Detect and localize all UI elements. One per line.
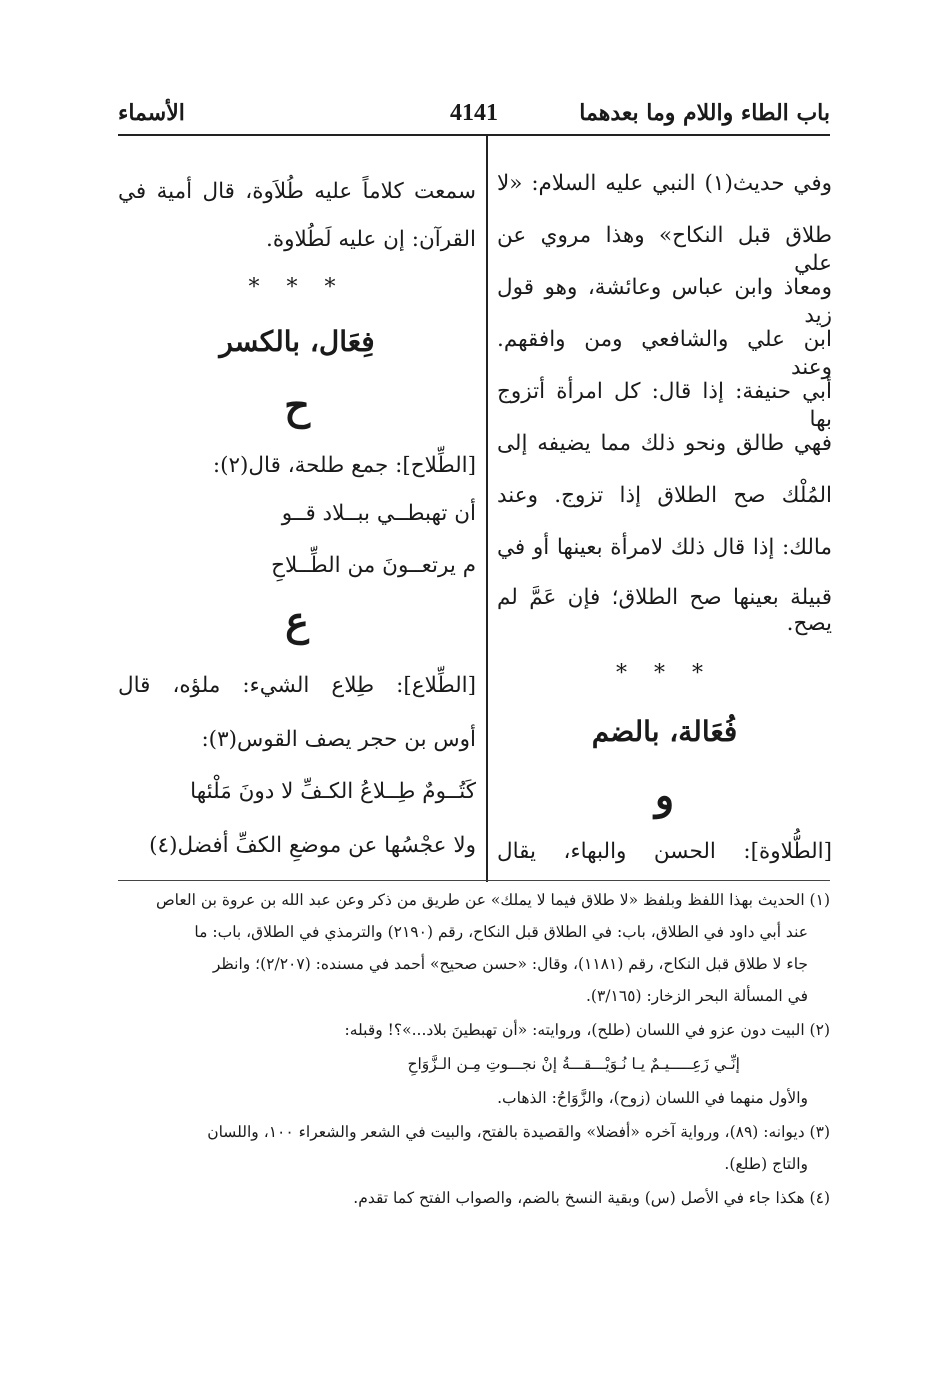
text-line: مالك: إذا قال ذلك لامرأة بعينها أو في	[497, 535, 832, 560]
header-rule	[118, 134, 830, 136]
letter-heading: ح	[284, 382, 310, 429]
section-heading: فُعَالة، بالضم	[591, 715, 738, 748]
letter-heading: ع	[285, 598, 309, 645]
text-line: المُلْك صح الطلاق إذا تزوج. وعند	[497, 483, 832, 508]
text-line: ومعاذ وابن عباس وعائشة، وهو قول زيد	[497, 275, 832, 328]
footnote-line: عند أبي داود في الطلاق، باب: في الطلاق قبل النكاح، رقم (٢١٩٠) والترمذي في الطلاق، باب: ما	[194, 923, 808, 941]
text-line: قبيلة بعينها صح الطلاق؛ فإن عَمَّ لم	[497, 585, 832, 610]
column-divider	[486, 136, 488, 882]
verse-line: أن تهبطــي ببــلاد قــو	[281, 501, 476, 526]
text-line: سمعت كلاماً عليه طُلاَوة، قال أمية في	[118, 179, 476, 204]
footnote-line: (١) الحديث بهذا اللفظ وبلفظ «لا طلاق فيما لا يملك» عن طريق من ذكر وعن عبد الله بن عروة بن العاص	[155, 891, 830, 909]
footnote-line: (٣) ديوانه: (٨٩)، ورواية آخره «أفضلا» والقصيدة بالفتح، والبيت في الشعر والشعراء ١٠٠، واللسان	[207, 1123, 830, 1141]
verse-line: م يرتعــونَ من الطِّــلاحِ	[271, 553, 476, 578]
footnote-line: والأول منهما في اللسان (زوح)، والزَّوَاحُ: الذهاب.	[497, 1089, 808, 1107]
chapter-title: باب الطاء واللام وما بعدهما	[579, 100, 830, 126]
verse-line: كَتُــومٌ طِــلاعُ الكـفِّ لا دونَ مَلْئها	[190, 779, 476, 804]
letter-heading: و	[654, 772, 675, 819]
footnote-verse: إنِّـي زَعِـــــيـمٌ يـا نُـوَيْـــقـــةُ إنْ نجـــوتِ مِـن الـزَّوَاحِ	[407, 1055, 740, 1073]
text-line: وفي حديث(١) النبي عليه السلام: «لا	[497, 171, 832, 196]
text-line: ابن علي والشافعي ومن وافقهم. وعند	[497, 327, 832, 380]
text-line: أوس بن حجر يصف القوس(٣):	[201, 727, 476, 752]
page-number: 4141	[450, 100, 498, 126]
footnote-line: والتاج (طلع).	[724, 1155, 808, 1173]
entry-line: [الطِّلاع]: طِلاع الشيء: ملؤه، قال	[118, 673, 476, 698]
footnote-line: في المسألة البحر الزخار: (٣/١٦٥).	[585, 987, 808, 1005]
entry-line: [الطِّلاح]: جمع طلحة، قال(٢):	[212, 453, 476, 478]
footnote-line: (٤) هكذا جاء في الأصل (س) وبقية النسخ بالضم، والصواب الفتح كما تقدم.	[353, 1189, 830, 1207]
text-line: يصح.	[786, 611, 832, 636]
section-title: الأسماء	[118, 100, 185, 126]
text-line: فهي طالق ونحو ذلك مما يضيفه إلى	[497, 431, 832, 456]
section-separator: * * *	[248, 275, 346, 300]
section-separator: * * *	[616, 661, 713, 686]
text-line: القرآن: إن عليه لَطُلاوة.	[266, 227, 476, 252]
text-line: طلاق قبل النكاح» وهذا مروي عن علي	[497, 223, 832, 276]
page-header	[118, 98, 830, 136]
footnote-line: جاء لا طلاق قبل النكاح، رقم (١١٨١)، وقال: «حسن صحيح» أحمد في مسنده: (٢/٢٠٧)؛ وانظر	[212, 955, 808, 973]
section-heading: فِعَال، بالكسر	[219, 325, 375, 358]
footnote-line: (٢) البيت دون عزو في اللسان (طلح)، وروايته: «أن تهبطينَ بلاد...»؟! وقبله:	[344, 1021, 830, 1039]
text-line: أبي حنيفة: إذا قال: كل امرأة أتزوج بها	[497, 379, 832, 432]
footnote-rule	[118, 880, 830, 881]
text-line: [الطُّلاوة]: الحسن والبهاء، يقال	[497, 839, 832, 864]
verse-line: ولا عجْسُها عن موضعِ الكفِّ أفضل(٤)	[149, 833, 476, 858]
